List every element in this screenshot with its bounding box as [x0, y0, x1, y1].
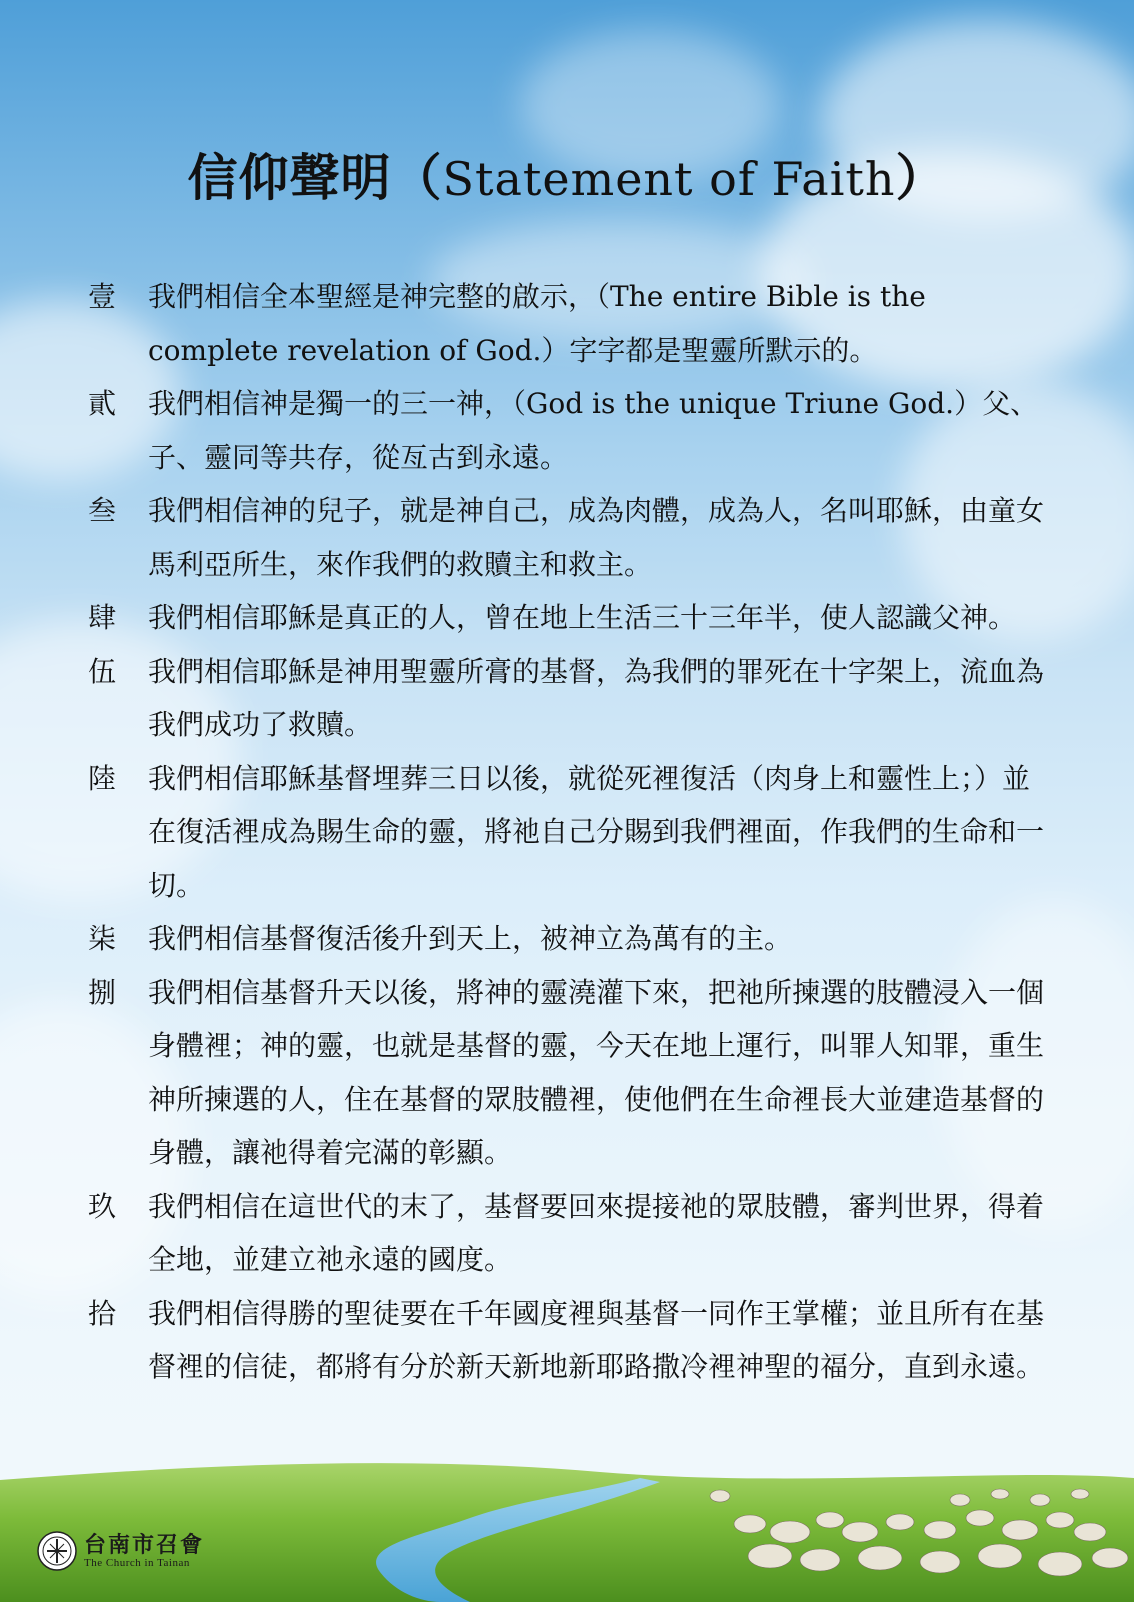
article-6 — [88, 752, 1048, 913]
article-number: 伍 — [88, 654, 117, 688]
title-english: Statement of Faith — [442, 152, 896, 206]
article-number: 貳 — [88, 387, 117, 420]
article-number: 陸 — [88, 761, 117, 795]
article-text: 我們相信在這世代的末了，基督要回來提接祂的眾肢體，審判世界，得着全地，並建立祂永遠的國度。 — [148, 1189, 1045, 1276]
article-5 — [88, 645, 1048, 752]
article-8 — [88, 966, 1048, 1180]
logo-english-text: The Church in Tainan — [84, 1557, 190, 1570]
article-number: 叁 — [88, 494, 117, 527]
article-7 — [88, 912, 1048, 966]
article-number: 壹 — [88, 280, 117, 313]
article-text: 我們相信神的兒子，就是神自己，成為肉體，成為人，名叫耶穌，由童女馬利亞所生，來作我們的救贖主和救主。 — [148, 494, 1045, 581]
article-4 — [88, 591, 1048, 645]
article-text: 我們相信神是獨一的三一神，（God is the unique Triune God.）父、子、靈同等共存，從亙古到永遠。 — [148, 387, 1039, 474]
articles-list — [88, 270, 1048, 1394]
article-text: 我們相信基督升天以後，將神的靈澆灌下來，把祂所揀選的肢體浸入一個身體裡；神的靈，也就是基督的靈，今天在地上運行，叫罪人知罪，重生神所揀選的人，住在基督的眾肢體裡，使他們在生命裡長大並建造基督的身體，讓祂得着完滿的彰顯。 — [148, 975, 1045, 1169]
article-number: 玖 — [88, 1189, 117, 1223]
article-3 — [88, 484, 1048, 591]
article-text: 我們相信耶穌是神用聖靈所膏的基督，為我們的罪死在十字架上，流血為我們成功了救贖。 — [148, 654, 1045, 741]
article-text: 我們相信基督復活後升到天上，被神立為萬有的主。 — [148, 922, 793, 955]
article-text: 我們相信耶穌基督埋葬三日以後，就從死裡復活（肉身上和靈性上；）並在復活裡成為賜生命的靈，將祂自己分賜到我們裡面，作我們的生命和一切。 — [148, 761, 1045, 902]
page-title — [0, 138, 1134, 210]
article-text: 我們相信全本聖經是神完整的啟示，（The entire Bible is the complete revelation of God.）字字都是聖靈所默示的。 — [148, 280, 926, 367]
title-close: ） — [895, 148, 947, 207]
article-9 — [88, 1180, 1048, 1287]
title-chinese: 信仰聲明（ — [187, 148, 443, 207]
article-text: 我們相信耶穌是真正的人，曾在地上生活三十三年半，使人認識父神。 — [148, 601, 1017, 634]
article-number: 拾 — [88, 1296, 117, 1330]
church-emblem-icon — [36, 1530, 78, 1572]
church-logo — [36, 1526, 204, 1576]
article-number: 柒 — [88, 922, 117, 955]
article-10 — [88, 1287, 1048, 1394]
article-text: 我們相信得勝的聖徒要在千年國度裡與基督一同作王掌權；並且所有在基督裡的信徒，都將有分於新天新地新耶路撒冷裡神聖的福分，直到永遠。 — [148, 1296, 1045, 1383]
article-1 — [88, 270, 1048, 377]
logo-chinese-text: 台南市召會 — [84, 1531, 205, 1558]
article-number: 肆 — [88, 601, 117, 634]
article-number: 捌 — [88, 975, 117, 1009]
article-2 — [88, 377, 1048, 484]
